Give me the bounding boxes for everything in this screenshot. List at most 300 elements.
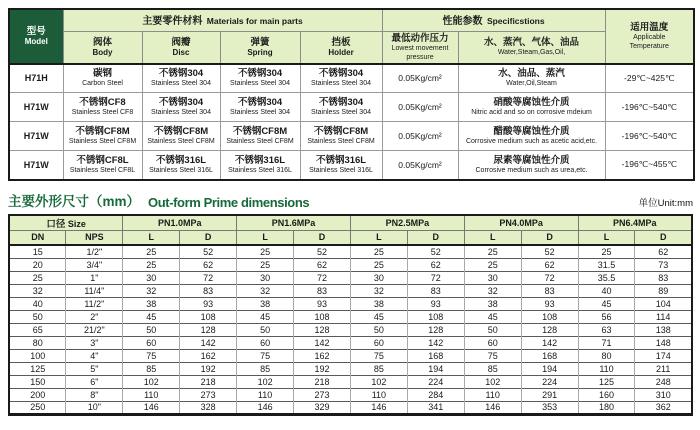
material-en: Stainless Steel 304 [230,109,290,116]
dim-cell: 38 [464,297,521,310]
part-material-cell [220,122,300,151]
dim-cell: 72 [294,271,351,284]
material-en: Stainless Steel CF8M [226,138,294,145]
unit-label: 单位Unit:mm [638,197,693,209]
dim-cell: 80 [578,349,635,362]
dim-cell: 273 [294,388,351,401]
pressure-header-zh: 最低动作压力 [391,32,449,44]
part-material-cell [63,64,142,93]
dim-cell: 341 [407,401,464,414]
dim-cell: 218 [180,375,237,388]
dim-cell: 125 [578,375,635,388]
dn-header: DN [9,230,66,245]
dimensions-table-head [9,215,692,246]
dim-cell: 284 [407,388,464,401]
d-header: D [407,230,464,245]
disc-column-header [142,31,220,64]
dim-cell: 168 [521,349,578,362]
medium-zh: 尿素等腐蚀性介质 [493,154,570,166]
dim-cell: 102 [464,375,521,388]
dim-cell: 25 [464,245,521,258]
dim-cell: 93 [521,297,578,310]
dim-cell: 60 [464,336,521,349]
dim-cell: 25 [350,258,407,271]
dim-cell: 146 [123,401,180,414]
material-zh: 不锈钢CF8M [153,126,209,137]
dim-cell: 194 [407,362,464,375]
dim-cell: 32 [350,284,407,297]
dim-cell: 30 [464,271,521,284]
dim-cell: 50 [350,323,407,336]
materials-row [9,64,694,93]
dimensions-title-zh: 主要外形尺寸（mm） [8,193,141,209]
dim-cell: 104 [635,297,692,310]
part-material-cell [220,93,300,122]
material-en: Carbon Steel [82,80,123,88]
temperature-cell: -196℃~540℃ [605,122,694,151]
medium-column-header [458,31,605,64]
dim-cell: 218 [294,375,351,388]
dim-cell: 102 [237,375,294,388]
dim-cell: 192 [180,362,237,375]
medium-zh: 水、油品、蒸汽 [498,68,565,80]
part-material-cell [142,122,220,151]
dim-cell: 85 [350,362,407,375]
dim-cell: 273 [180,388,237,401]
dim-cell: 75 [350,349,407,362]
dim-cell: 35.5 [578,271,635,284]
nps-cell: 6" [66,375,123,388]
pn-group-header-2: PN1.6MPa [237,215,351,231]
nps-header: NPS [66,230,123,245]
dim-cell: 110 [578,362,635,375]
dim-cell: 83 [180,284,237,297]
dimensions-title-en: Out-form Prime dimensions [148,194,310,210]
dim-cell: 73 [635,258,692,271]
dim-cell: 89 [635,284,692,297]
dim-cell: 110 [123,388,180,401]
dim-cell: 162 [180,349,237,362]
dim-cell: 45 [578,297,635,310]
dim-cell: 128 [294,323,351,336]
dn-cell: 200 [9,388,66,401]
materials-row [9,122,694,151]
dim-cell: 71 [578,336,635,349]
dim-cell: 114 [635,310,692,323]
materials-header-row-2 [9,31,694,64]
material-en: Stainless Steel CF8L [69,166,136,174]
dim-cell: 62 [635,245,692,258]
pn-group-header-5: PN6.4MPa [578,215,692,231]
material-en: Stainless Steel CF8M [68,138,137,145]
dim-cell: 83 [635,271,692,284]
spring-header-en: Spring [247,47,273,57]
dn-cell: 125 [9,362,66,375]
material-en: Stainless Steel 316L [149,166,213,174]
dim-cell: 224 [407,375,464,388]
dim-cell: 108 [294,310,351,323]
dim-cell: 25 [578,245,635,258]
materials-table [8,8,695,181]
nps-cell: 4" [66,349,123,362]
material-en: Stainless Steel CF8 [71,109,134,116]
materials-group-header [63,9,382,31]
specs-group-zh: 性能参数 [442,16,483,28]
material-en: Stainless Steel CF8M [307,138,375,145]
part-material-cell [63,122,142,151]
pressure-header-en2: pressure [406,53,434,61]
dimension-row [9,362,692,375]
dim-cell: 62 [180,258,237,271]
temperature-cell: -196℃~540℃ [605,93,694,122]
dim-cell: 180 [578,401,635,414]
dimension-row [9,310,692,323]
dim-cell: 85 [464,362,521,375]
d-header: D [180,230,237,245]
pn-group-header-3: PN2.5MPa [350,215,464,231]
materials-row [9,93,694,122]
dim-cell: 75 [123,349,180,362]
material-en: Stainless Steel 316L [309,166,373,174]
nps-cell: 1" [66,271,123,284]
dim-cell: 128 [521,323,578,336]
dim-cell: 146 [237,401,294,414]
size-group-header [9,215,123,231]
material-zh: 不锈钢CF8L [76,154,129,166]
dim-cell: 38 [237,297,294,310]
material-zh: 不锈钢304 [158,68,204,80]
dim-cell: 25 [123,258,180,271]
material-zh: 不锈钢CF8 [79,97,126,108]
medium-zh: 醋酸等腐蚀性介质 [493,126,570,137]
l-header: L [464,230,521,245]
dim-cell: 110 [237,388,294,401]
dn-cell: 25 [9,271,66,284]
dim-cell: 25 [237,258,294,271]
material-en: Stainless Steel 304 [151,80,211,88]
dim-cell: 72 [407,271,464,284]
material-zh: 碳钢 [92,68,112,80]
dim-cell: 142 [407,336,464,349]
part-material-cell [300,122,382,151]
dim-cell: 138 [635,323,692,336]
dim-cell: 75 [464,349,521,362]
disc-header-en: Disc [172,47,190,57]
dim-cell: 45 [123,310,180,323]
material-zh: 不锈钢304 [237,68,283,80]
size-header-en: Size [67,218,86,229]
dn-cell: 32 [9,284,66,297]
dim-cell: 30 [237,271,294,284]
dim-cell: 32 [464,284,521,297]
dn-cell: 20 [9,258,66,271]
part-material-cell [300,151,382,180]
d-header: D [635,230,692,245]
dim-cell: 25 [123,245,180,258]
dim-cell: 128 [407,323,464,336]
model-column-header [9,9,63,64]
dim-cell: 52 [180,245,237,258]
medium-zh: 硝酸等腐蚀性介质 [493,97,570,108]
nps-cell: 11/4" [66,284,123,297]
holder-column-header [300,31,382,64]
dim-cell: 72 [180,271,237,284]
pressure-header-en1: Lowest movement [391,44,449,52]
dim-cell: 142 [294,336,351,349]
spring-column-header [220,31,300,64]
dim-cell: 62 [521,258,578,271]
dimension-row [9,349,692,362]
dim-cell: 83 [521,284,578,297]
d-header: D [521,230,578,245]
dimensions-section-header [8,190,693,210]
dim-cell: 310 [635,388,692,401]
dim-cell: 60 [350,336,407,349]
dim-cell: 31.5 [578,258,635,271]
dimension-row [9,375,692,388]
dn-cell: 100 [9,349,66,362]
pressure-cell: 0.05Kg/cm² [382,64,458,93]
part-material-cell [142,93,220,122]
dim-cell: 102 [350,375,407,388]
model-cell: H71W [9,122,63,151]
material-zh: 不锈钢CF8M [313,126,369,137]
materials-header-row-1 [9,9,694,31]
model-cell: H71H [9,64,63,93]
material-zh: 不锈钢316L [155,154,207,166]
part-material-cell [220,64,300,93]
dim-cell: 162 [294,349,351,362]
material-zh: 不锈钢304 [318,97,364,108]
dim-cell: 93 [294,297,351,310]
dimension-row [9,297,692,310]
dim-cell: 142 [180,336,237,349]
dn-cell: 65 [9,323,66,336]
dim-cell: 50 [123,323,180,336]
pressure-cell: 0.05Kg/cm² [382,122,458,151]
material-zh: 不锈钢316L [234,154,286,166]
dimensions-header-row-1 [9,215,692,231]
dim-cell: 62 [294,258,351,271]
dim-cell: 291 [521,388,578,401]
dim-cell: 60 [123,336,180,349]
dimensions-header-row-2 [9,230,692,245]
dim-cell: 32 [237,284,294,297]
specs-group-header [382,9,605,31]
materials-table-head [9,9,694,64]
medium-en: Corrosive medium such as urea,etc. [475,166,588,174]
material-zh: 不锈钢304 [237,97,283,108]
dim-cell: 93 [180,297,237,310]
holder-header-en: Holder [328,47,354,57]
part-material-cell [142,64,220,93]
dim-cell: 32 [123,284,180,297]
medium-en: Nitric acid and so on corrosive mdeium [471,109,592,116]
material-zh: 不锈钢304 [318,68,364,80]
dim-cell: 108 [521,310,578,323]
body-header-en: Body [92,47,113,57]
dimension-row [9,323,692,336]
dim-cell: 83 [294,284,351,297]
dimension-row [9,388,692,401]
nps-cell: 3" [66,336,123,349]
material-en: Stainless Steel 304 [311,109,371,116]
dim-cell: 174 [635,349,692,362]
dim-cell: 362 [635,401,692,414]
dim-cell: 128 [180,323,237,336]
medium-cell [458,93,605,122]
temperature-cell: -196℃~455℃ [605,151,694,180]
dim-cell: 224 [521,375,578,388]
dim-cell: 83 [407,284,464,297]
dim-cell: 52 [294,245,351,258]
nps-cell: 1/2" [66,245,123,258]
dimension-row [9,336,692,349]
materials-group-zh: 主要零件材料 [142,16,203,28]
dn-cell: 15 [9,245,66,258]
dn-cell: 250 [9,401,66,414]
dimension-row [9,401,692,414]
dim-cell: 45 [464,310,521,323]
dim-cell: 72 [521,271,578,284]
dim-cell: 146 [464,401,521,414]
model-header-en: Model [24,36,48,46]
size-header-zh: 口径 [46,218,66,230]
dimension-row [9,258,692,271]
medium-cell [458,151,605,180]
material-en: Stainless Steel 304 [151,109,211,116]
l-header: L [123,230,180,245]
nps-cell: 10" [66,401,123,414]
dim-cell: 102 [123,375,180,388]
pn-group-header-4: PN4.0MPa [464,215,578,231]
dim-cell: 194 [521,362,578,375]
dim-cell: 146 [350,401,407,414]
dimensions-table-body [9,245,692,414]
dim-cell: 62 [407,258,464,271]
part-material-cell [142,151,220,180]
material-zh: 不锈钢CF8M [232,126,288,137]
part-material-cell [63,93,142,122]
dim-cell: 75 [237,349,294,362]
spring-header-zh: 弹簧 [250,36,270,48]
dim-cell: 85 [237,362,294,375]
materials-group-en: Materials for main parts [206,16,303,27]
nps-cell: 3/4" [66,258,123,271]
material-en: Stainless Steel 304 [311,80,371,88]
temperature-header-en2: Temperature [629,42,669,50]
dim-cell: 329 [294,401,351,414]
dimension-row [9,271,692,284]
dim-cell: 30 [123,271,180,284]
dim-cell: 93 [407,297,464,310]
dim-cell: 142 [521,336,578,349]
dimension-row [9,284,692,297]
dim-cell: 168 [407,349,464,362]
dim-cell: 60 [237,336,294,349]
model-header-zh: 型号 [26,25,46,37]
dim-cell: 30 [350,271,407,284]
pn-group-header-1: PN1.0MPa [123,215,237,231]
material-en: Stainless Steel 316L [228,166,292,174]
temperature-header-zh: 适用温度 [630,21,669,33]
materials-table-body [9,64,694,180]
dim-cell: 110 [350,388,407,401]
dim-cell: 63 [578,323,635,336]
specs-group-en: Specificstions [486,16,545,27]
medium-header-zh: 水、蒸汽、气体、油品 [484,37,580,48]
dim-cell: 85 [123,362,180,375]
dn-cell: 80 [9,336,66,349]
material-zh: 不锈钢304 [158,97,204,108]
dimension-row [9,245,692,258]
pressure-cell: 0.05Kg/cm² [382,93,458,122]
temperature-cell: -29℃~425℃ [605,64,694,93]
material-en: Stainless Steel CF8M [147,138,215,145]
body-header-zh: 阀体 [92,36,112,48]
dim-cell: 108 [180,310,237,323]
material-zh: 不锈钢316L [315,154,367,166]
nps-cell: 2" [66,310,123,323]
dimensions-table [8,214,693,416]
medium-cell [458,64,605,93]
body-column-header [63,31,142,64]
dim-cell: 248 [635,375,692,388]
dim-cell: 52 [407,245,464,258]
dim-cell: 108 [407,310,464,323]
medium-en: Water,Oil,Steam [506,80,557,88]
nps-cell: 5" [66,362,123,375]
dim-cell: 38 [123,297,180,310]
dim-cell: 38 [350,297,407,310]
part-material-cell [220,151,300,180]
model-cell: H71W [9,151,63,180]
dim-cell: 328 [180,401,237,414]
pressure-cell: 0.05Kg/cm² [382,151,458,180]
nps-cell: 21/2" [66,323,123,336]
medium-cell [458,122,605,151]
dim-cell: 50 [464,323,521,336]
dim-cell: 353 [521,401,578,414]
holder-header-zh: 挡板 [331,36,351,48]
dim-cell: 110 [464,388,521,401]
l-header: L [237,230,294,245]
temperature-header-en1: Applicable [633,33,666,41]
materials-row [9,151,694,180]
dim-cell: 50 [237,323,294,336]
dim-cell: 148 [635,336,692,349]
dn-cell: 40 [9,297,66,310]
part-material-cell [63,151,142,180]
material-en: Stainless Steel 304 [230,80,290,88]
disc-header-zh: 阀瓣 [171,36,191,48]
model-cell: H71W [9,93,63,122]
dim-cell: 56 [578,310,635,323]
part-material-cell [300,64,382,93]
dim-cell: 160 [578,388,635,401]
dim-cell: 25 [237,245,294,258]
dim-cell: 52 [521,245,578,258]
d-header: D [294,230,351,245]
nps-cell: 8" [66,388,123,401]
medium-header-en: Water,Steam,Gas,Oil, [497,49,566,56]
dn-cell: 50 [9,310,66,323]
medium-en: Corrosive medium such as acetic acid,etc. [465,138,598,145]
dim-cell: 192 [294,362,351,375]
dim-cell: 25 [350,245,407,258]
material-zh: 不锈钢CF8M [75,126,130,137]
dim-cell: 45 [237,310,294,323]
